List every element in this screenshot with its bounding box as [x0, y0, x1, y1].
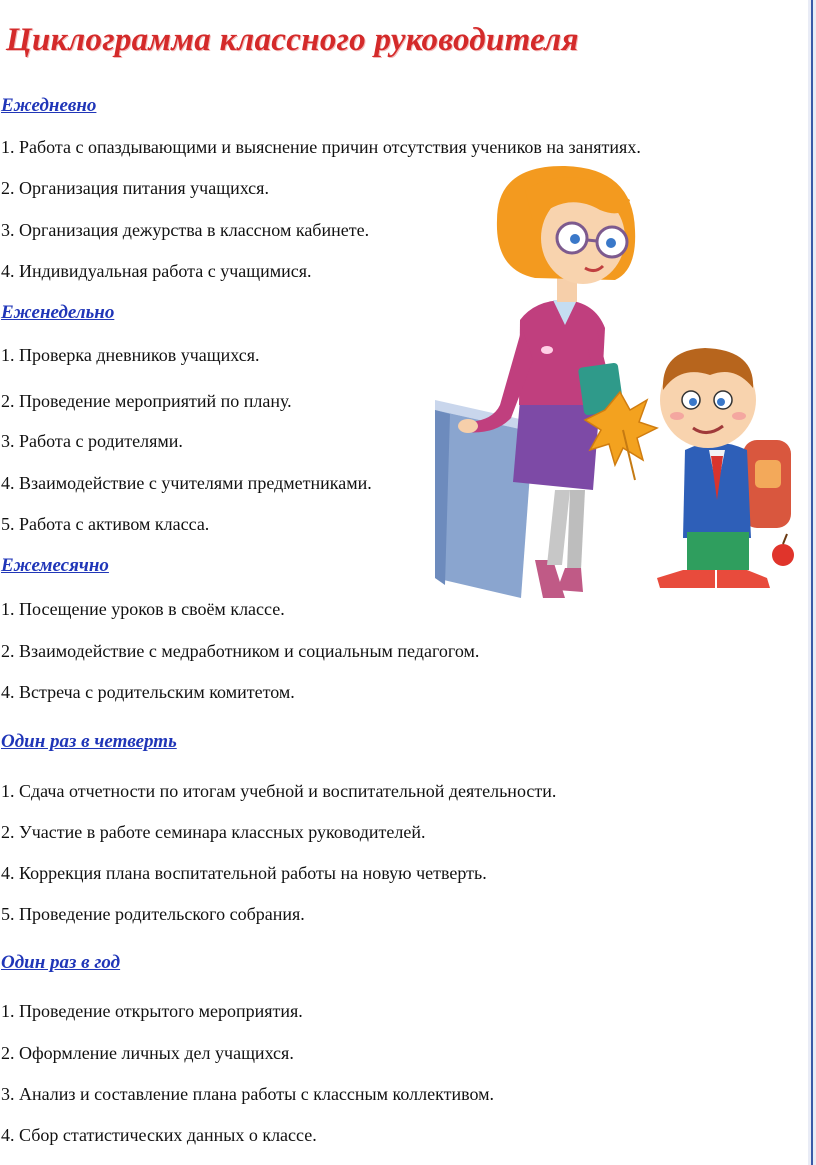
list-item: 1. Работа с опаздывающими и выяснение причин отсутствия учеников на занятиях.: [1, 137, 641, 157]
teacher-and-pupil-illustration: [425, 160, 810, 605]
section-heading-weekly: Еженедельно: [1, 302, 115, 323]
list-item: 1. Проверка дневников учащихся.: [1, 345, 260, 365]
list-item: 2. Организация питания учащихся.: [1, 178, 269, 198]
section-heading-daily: Ежедневно: [1, 95, 97, 116]
list-item: 2. Проведение мероприятий по плану.: [1, 391, 292, 411]
list-item: 2. Оформление личных дел учащихся.: [1, 1043, 294, 1063]
section-heading-yearly: Один раз в год: [1, 952, 121, 973]
list-item: 4. Индивидуальная работа с учащимися.: [1, 261, 312, 281]
list-item: 1. Посещение уроков в своём классе.: [1, 599, 285, 619]
list-item: 1. Проведение открытого мероприятия.: [1, 1001, 303, 1021]
list-item: 2. Участие в работе семинара классных руководителей.: [1, 822, 426, 842]
list-item: 5. Проведение родительского собрания.: [1, 904, 305, 924]
section-heading-monthly: Ежемесячно: [1, 555, 109, 576]
section-heading-quarterly: Один раз в четверть: [1, 731, 177, 752]
list-item: 4. Встреча с родительским комитетом.: [1, 682, 295, 702]
list-item: 3. Анализ и составление плана работы с классным коллективом.: [1, 1084, 495, 1104]
list-item: 1. Сдача отчетности по итогам учебной и воспитательной деятельности.: [1, 781, 557, 801]
page-border-line: [811, 0, 813, 1165]
page-title: Циклограмма классного руководителя: [6, 22, 579, 58]
list-item: 3. Организация дежурства в классном кабинете.: [1, 220, 370, 240]
list-item: 4. Взаимодействие с учителями предметниками.: [1, 473, 372, 493]
apple-icon: [772, 534, 794, 566]
pupil-icon: [657, 348, 791, 588]
list-item: 4. Коррекция плана воспитательной работы на новую четверть.: [1, 863, 487, 883]
list-item: 4. Сбор статистических данных о классе.: [1, 1125, 317, 1145]
list-item: 3. Работа с родителями.: [1, 431, 183, 451]
list-item: 2. Взаимодействие с медработником и социальным педагогом.: [1, 641, 480, 661]
list-item: 5. Работа с активом класса.: [1, 514, 210, 534]
